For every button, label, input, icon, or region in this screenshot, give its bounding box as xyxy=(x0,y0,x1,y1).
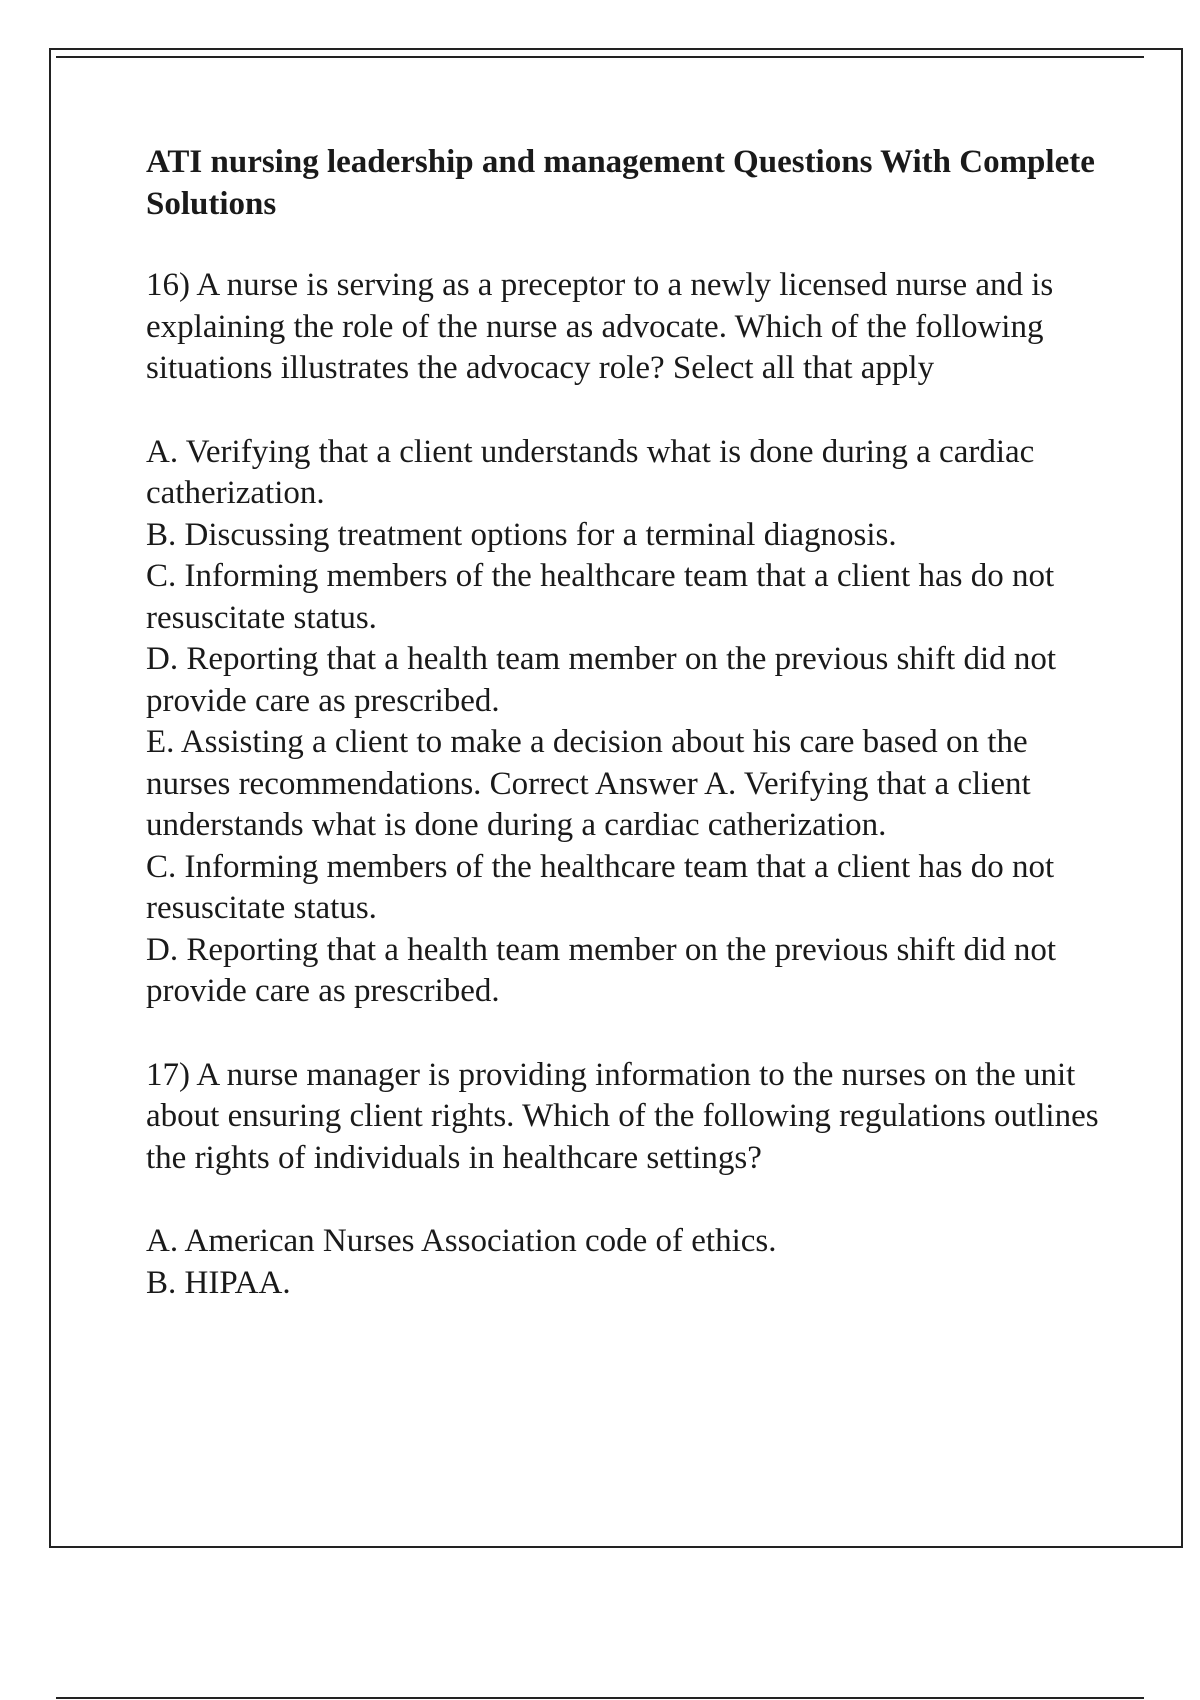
answer-option: A. Verifying that a client understands what is done during a cardiac catherization. xyxy=(146,433,1035,511)
top-rule xyxy=(56,56,1144,58)
answer-option: B. HIPAA. xyxy=(146,1264,291,1301)
question-16 xyxy=(146,265,1106,1013)
answer-option: A. American Nurses Association code of ethics. xyxy=(146,1223,777,1259)
answer-option: D. Reporting that a health team member on the previous shift did not provide care as prescribed. xyxy=(146,931,1057,1009)
question-text: 17) A nurse manager is providing information to the nurses on the unit about ensuring client rights. Which of the following regulations outlines the rights of individuals in healthcare settings? xyxy=(146,1056,1099,1176)
spacer xyxy=(146,1013,1106,1055)
answer-options xyxy=(146,432,1106,1013)
answer-option: C. Informing members of the healthcare team that a client has do not resuscitate status. xyxy=(146,558,1055,636)
question-text: 16) A nurse is serving as a preceptor to a newly licensed nurse and is explaining the role of the nurse as advocate. Which of the following situations illustrates the advocacy role? Select all that apply xyxy=(146,267,1054,386)
answer-options xyxy=(146,1221,1106,1304)
question-17 xyxy=(146,1055,1106,1305)
answer-option-with-correct-answer: E. Assisting a client to make a decision about his care based on the nurses recommendations. Correct Answer A. Verifying that a client understands what is done during a cardiac catherization. xyxy=(146,724,1031,843)
answer-option: B. Discussing treatment options for a terminal diagnosis. xyxy=(146,516,897,553)
bottom-rule xyxy=(56,1697,1144,1699)
answer-option: D. Reporting that a health team member on the previous shift did not provide care as prescribed. xyxy=(146,641,1057,719)
answer-option: C. Informing members of the healthcare team that a client has do not resuscitate status. xyxy=(146,848,1055,926)
document-body xyxy=(146,142,1106,1304)
document-title: ATI nursing leadership and management Questions With Complete Solutions xyxy=(146,144,1095,222)
